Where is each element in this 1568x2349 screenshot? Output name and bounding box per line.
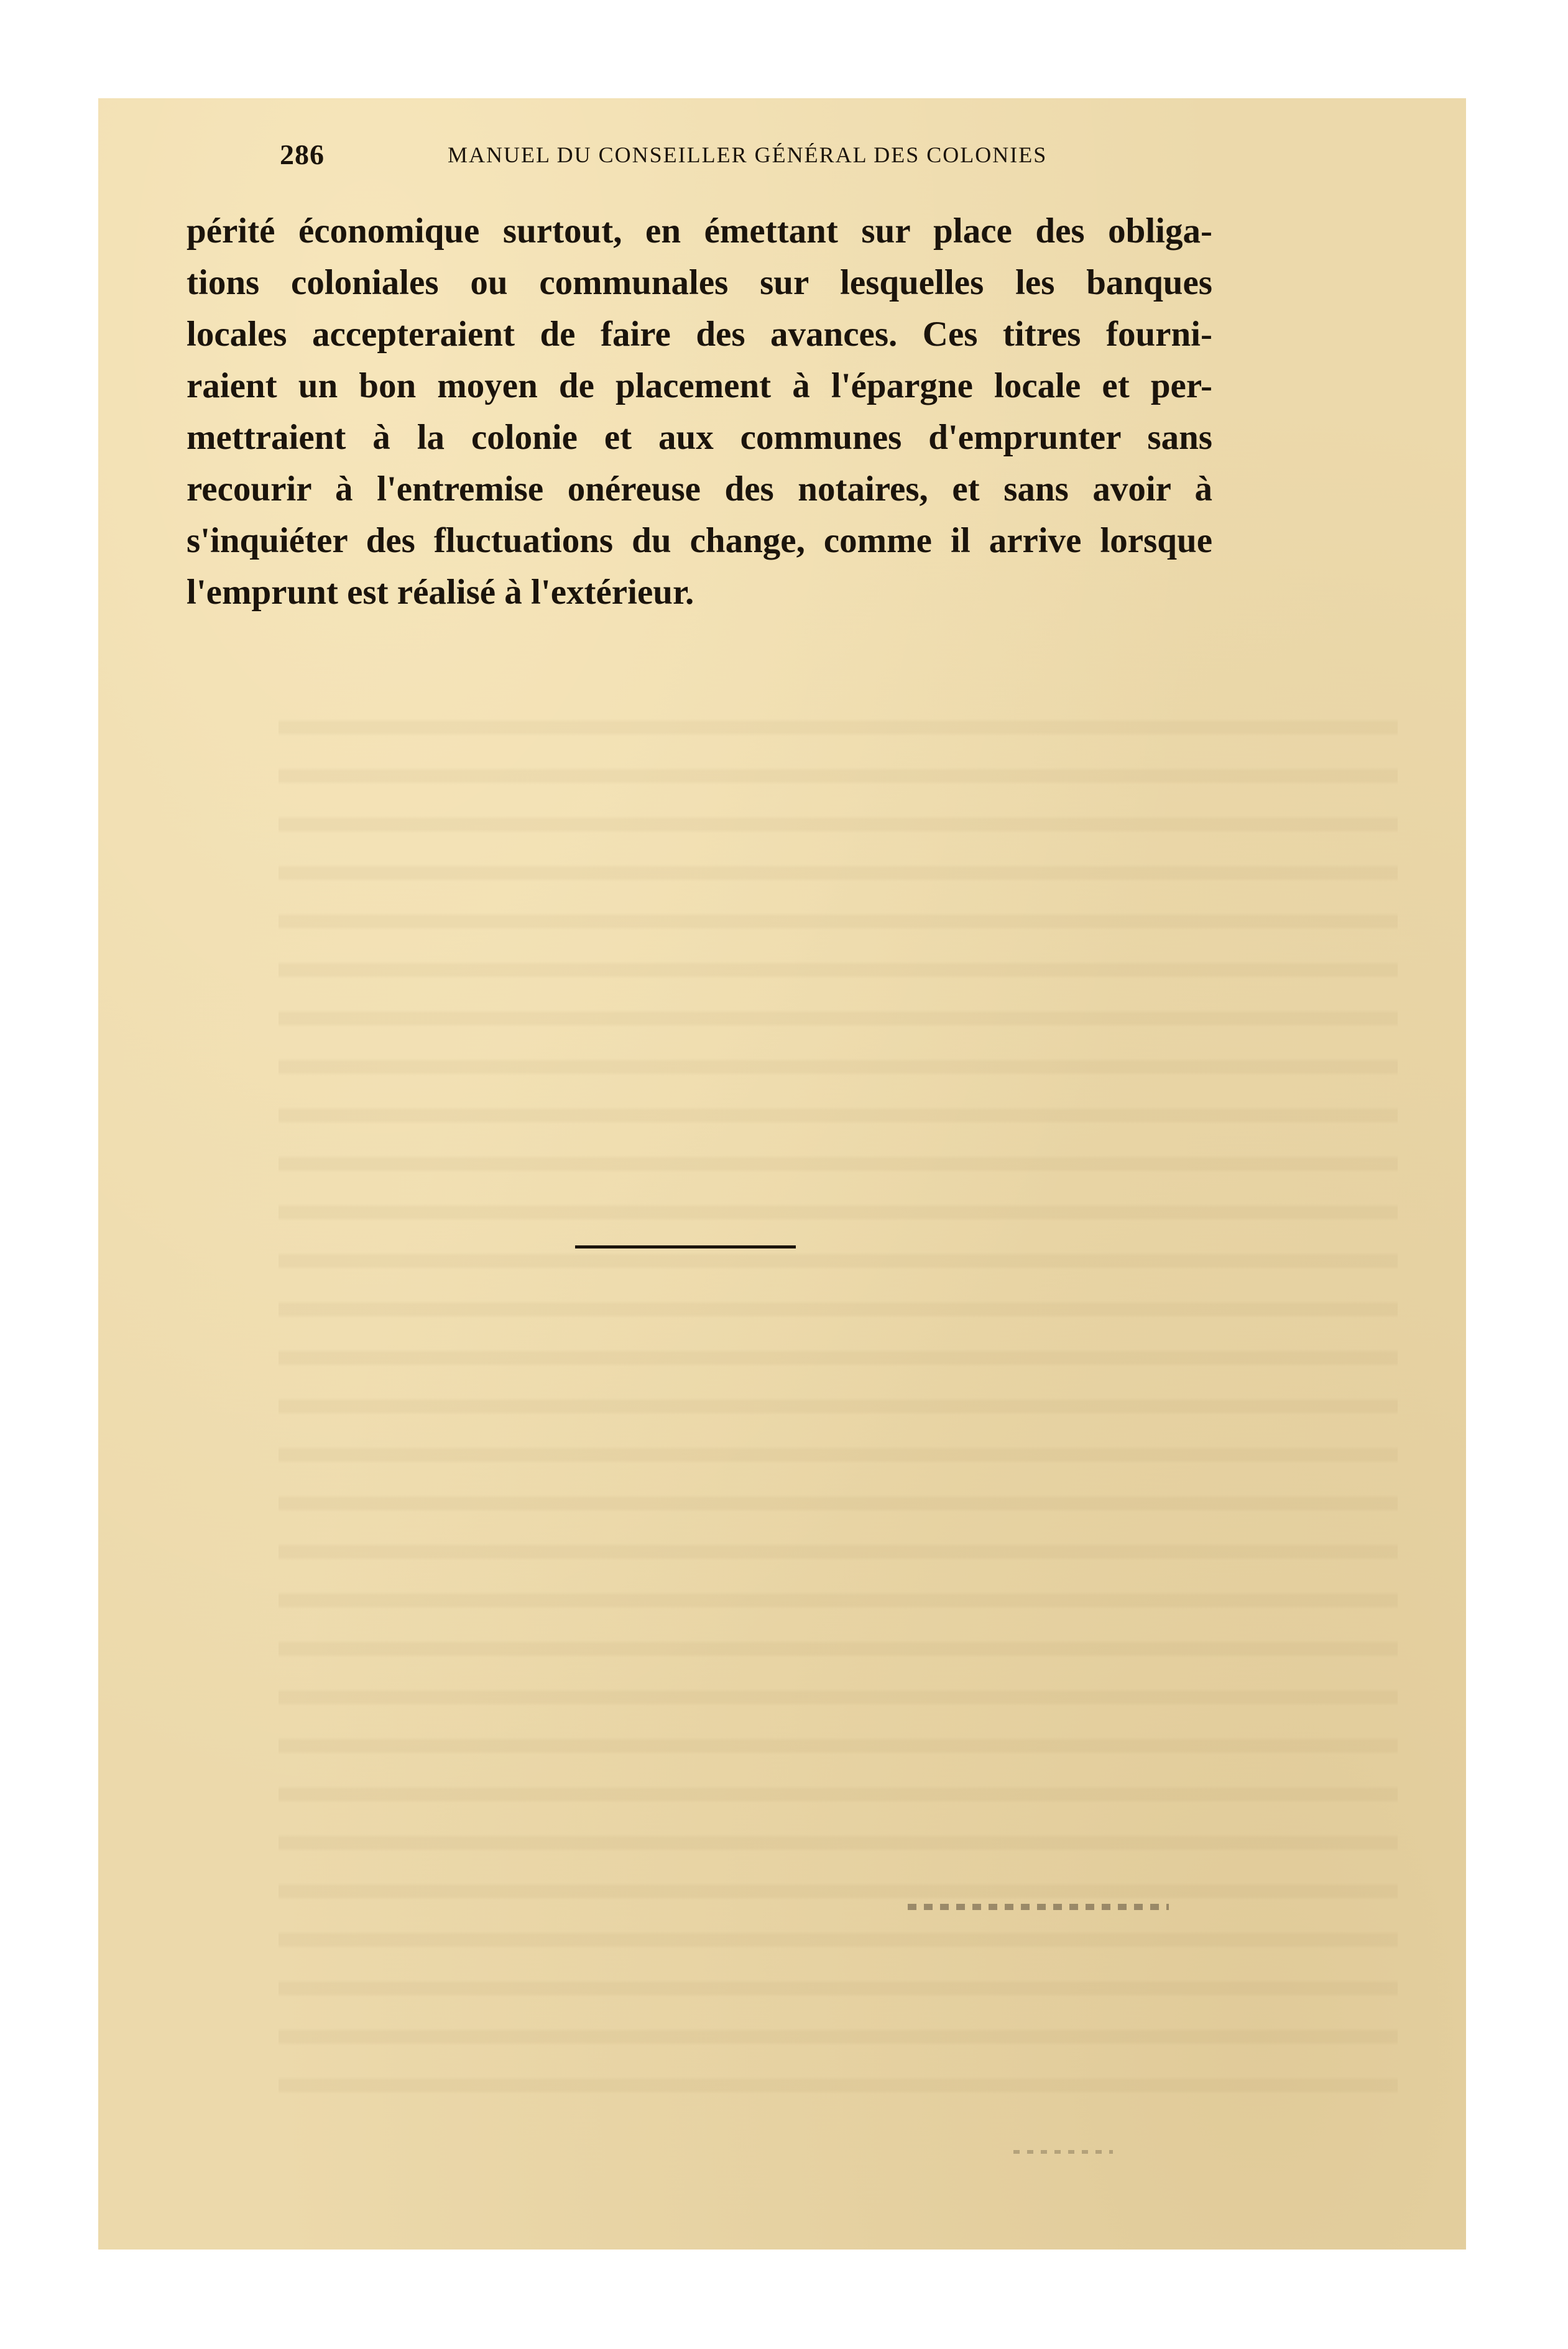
text-line: s'inquiéter des fluctuations du change, comme il arrive lorsque: [187, 521, 1212, 560]
text-line: périté économique surtout, en émettant sur place des obliga-: [187, 211, 1212, 251]
show-through-texture: [279, 695, 1398, 2125]
body-paragraph: [187, 205, 1212, 618]
text-line: l'emprunt est réalisé à l'extérieur.: [187, 573, 694, 612]
ink-smudge: [1013, 2150, 1113, 2154]
page-header: [187, 138, 1306, 188]
page-number: 286: [280, 139, 325, 170]
text-line: tions coloniales ou communales sur lesquelles les banques: [187, 263, 1212, 302]
ink-smudge: [908, 1904, 1169, 1910]
section-divider-rule: [575, 1245, 796, 1248]
text-line: raient un bon moyen de placement à l'épargne locale et per-: [187, 366, 1212, 405]
text-line: locales accepteraient de faire des avances. Ces titres fourni-: [187, 315, 1212, 354]
text-line: recourir à l'entremise onéreuse des notaires, et sans avoir à: [187, 469, 1212, 509]
text-line: mettraient à la colonie et aux communes d'emprunter sans: [187, 418, 1212, 457]
running-title: MANUEL DU CONSEILLER GÉNÉRAL DES COLONIES: [448, 142, 1048, 167]
